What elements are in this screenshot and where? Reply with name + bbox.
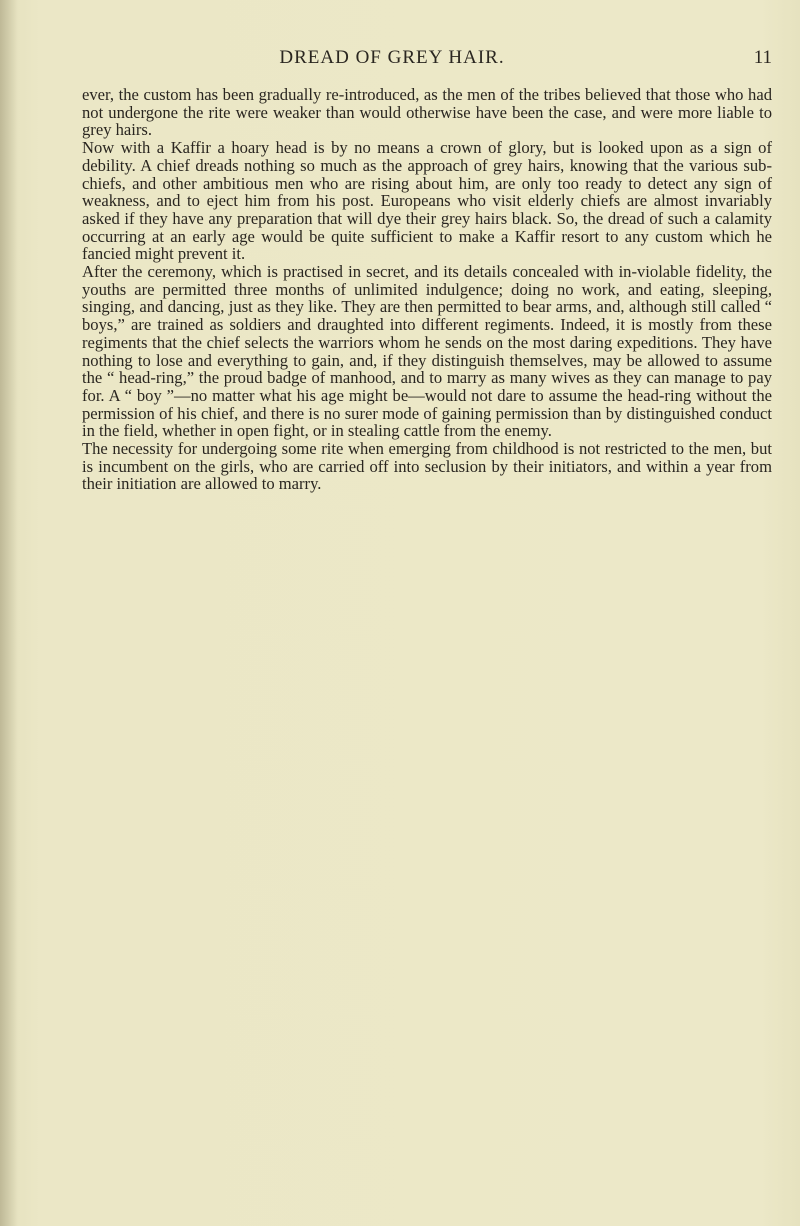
paragraph-4: The necessity for undergoing some rite when emerging from childhood is not restricted to the men, but is incumbent on the girls, who are carried off into seclusion by their initiators, and within a year from their initiation are allowed to marry. (82, 439, 772, 494)
spine-shadow (0, 0, 18, 1226)
body-text (82, 86, 772, 493)
paragraph-2: Now with a Kaffir a hoary head is by no means a crown of glory, but is looked upon as a sign of debility. A chief dreads nothing so much as the approach of grey hairs, knowing that the various sub-chiefs, and other ambitious men who are rising about him, are only too ready to detect any sign of weakness, and to eject him from his post. Europeans who visit elderly chiefs are almost invariably asked if they have any preparation that will dye their grey hairs black. So, the dread of such a calamity occurring at an early age would be quite sufficient to make a Kaffir resort to any custom which he fancied might prevent it. (82, 138, 772, 264)
running-title: DREAD OF GREY HAIR. (279, 47, 505, 68)
paragraph-3: After the ceremony, which is practised in secret, and its details concealed with in-violable fidelity, the youths are permitted three months of unlimited indulgence; doing no work, and eating, sleeping, singing, and dancing, just as they like. They are then permitted to bear arms, and, although still called “ boys,” are trained as soldiers and draughted into different regiments. Indeed, it is mostly from these regiments that the chief selects the warriors whom he sends on the most daring expeditions. They have nothing to lose and everything to gain, and, if they distinguish themselves, may be allowed to assume the “ head-ring,” the proud badge of manhood, and to marry as many wives as they can manage to pay for. A “ boy ”—no matter what his age might be—would not dare to assume the head-ring without the permission of his chief, and there is no surer mode of gaining permission than by distinguished conduct in the field, whether in open fight, or in stealing cattle from the enemy. (82, 262, 772, 441)
page-number: 11 (753, 47, 772, 68)
paragraph-1: ever, the custom has been gradually re-introduced, as the men of the tribes believed that those who had not undergone the rite were weaker than would otherwise have been the case, and were more liable to grey hairs. (82, 85, 772, 140)
running-head (82, 47, 772, 71)
